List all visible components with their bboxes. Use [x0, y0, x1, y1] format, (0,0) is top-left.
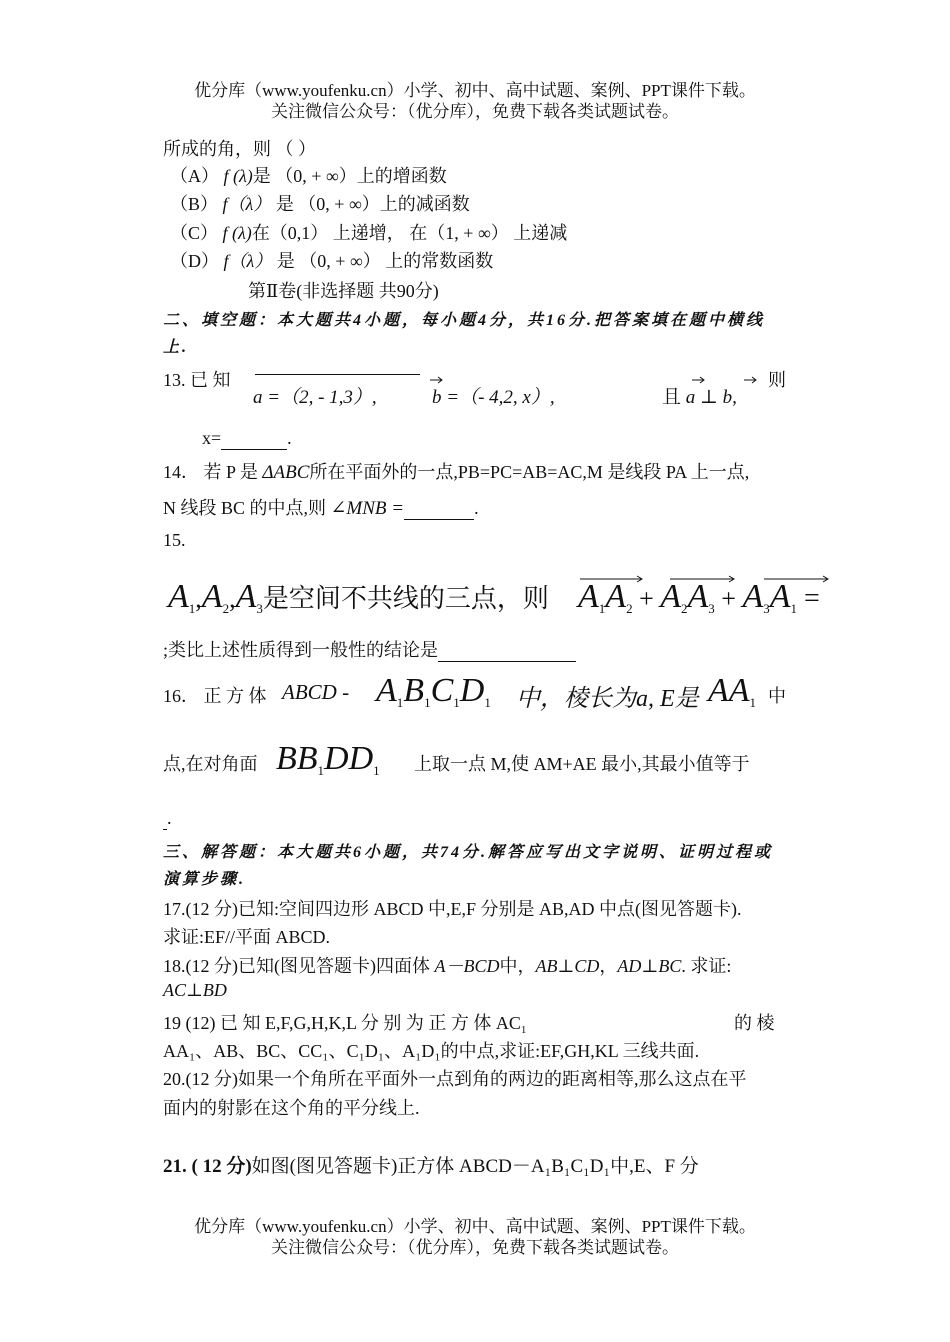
q13-cond-a: a — [685, 387, 696, 408]
q15-conclusion: ;类比上述性质得到一般性的结论是 — [163, 640, 438, 660]
q14-line1 — [163, 458, 749, 484]
q19-line2: AA₁、AB、BC、CC₁、C₁D₁、A₁D₁的中点,求证:EF,GH,KL 三线共面. — [163, 1041, 700, 1061]
q16-aa1: $AA_1$ — [708, 672, 757, 710]
q15-number: 15. — [163, 530, 186, 550]
q16-end: . — [167, 808, 172, 828]
q14-answer-blank — [404, 498, 474, 520]
q19-line1-tail: 的 棱 — [734, 1013, 775, 1033]
q18-separator: ， — [599, 956, 618, 976]
q18-prefix: 18.(12 分)已知(图见答题卡)四面体 — [163, 956, 430, 976]
option-label: （A） — [170, 166, 219, 186]
header-line-2: 关注微信公众号：（优分库），免费下载各类试题试卷。 — [271, 102, 679, 121]
q14-prefix: 14． 若 P 是 — [163, 462, 258, 482]
footer-line-1: 优分库（www.youfenku.cn）小学、初中、高中试题、案例、PPT课件下载。 — [194, 1217, 756, 1236]
q13-number: 13. 已 知 — [163, 370, 231, 390]
q13-condition — [662, 382, 737, 409]
q12-option-b — [170, 190, 470, 216]
q13-perp: ⊥ — [700, 387, 718, 408]
q16-answer — [163, 808, 172, 830]
q14-line2 — [163, 494, 479, 520]
option-function: f（λ） — [222, 194, 272, 214]
q16-mid: 中，棱长为a, E是 — [516, 686, 699, 712]
q15-line2 — [163, 636, 576, 662]
section3-heading-line1: 三、解答题：本大题共6小题，共74分.解答应写出文字说明、证明过程或 — [163, 844, 774, 861]
q18-tetrahedron: A－BCD — [434, 956, 500, 976]
q16-abcd: ABCD - — [282, 680, 350, 704]
q18-line2: AC⊥BD — [163, 980, 227, 1000]
q18-line1 — [163, 952, 731, 978]
q15-vector-sum: $A_1A_2 + A_2A_3 + A_3A_1$ = — [578, 578, 820, 616]
q14-prefix-2: N 线段 BC 的中点,则 — [163, 498, 327, 518]
q13-overline — [255, 374, 420, 375]
q20-line2: 面内的射影在这个角的平分线上. — [163, 1098, 420, 1118]
q15-formula: A1,A2,A3是空间不共线的三点，则 — [168, 578, 549, 616]
q16-line2-post: 上取一点 M,使 AM+AE 最小,其最小值等于 — [414, 754, 750, 774]
option-text: 是 （0, + ∞）上的增函数 — [252, 166, 447, 186]
q21-line1 — [163, 1151, 699, 1178]
q16-number: 16． 正 方 体 — [163, 686, 267, 706]
q14-text: 所在平面外的一点,PB=PC=AB=AC,M 是线段 PA 上一点, — [309, 462, 750, 482]
option-function: f (λ) — [223, 166, 253, 186]
header-line-1: 优分库（www.youfenku.cn）小学、初中、高中试题、案例、PPT课件下载。 — [194, 81, 756, 100]
arrow-right-icon — [692, 376, 706, 384]
q16-bb1dd1: $BB_1DD_1$ — [276, 740, 380, 778]
q17-line2: 求证:EF//平面 ABCD. — [163, 927, 331, 947]
option-text: 在（0,1） 上递增， 在（1, + ∞） 上递减 — [251, 223, 568, 243]
option-label: （B） — [170, 194, 219, 214]
q13-answer: x= . — [202, 428, 292, 448]
option-function: f (λ) — [222, 223, 252, 243]
q18-post: . 求证: — [681, 956, 732, 976]
q19-line1: 19 (12) 已 知 E,F,G,H,K,L 分 别 为 正 方 体 $AC_1$ — [163, 1013, 527, 1036]
option-function: f（λ） — [223, 251, 273, 271]
q15-answer-blank — [438, 640, 576, 662]
option-text: 是 （0, + ∞） 上的常数函数 — [276, 251, 494, 271]
q13-vector-b: b =（- 4,2, x）, — [432, 387, 555, 408]
q15-text: 是空间不共线的三点，则 — [262, 584, 549, 613]
q21-number: 21. ( 12 分) — [163, 1156, 252, 1177]
q21-text: 如图(图见答题卡)正方体 ABCD－A₁B₁C₁D₁中,E、F 分 — [251, 1156, 699, 1177]
q12-option-d — [170, 247, 493, 273]
q14-triangle: ΔABC — [262, 462, 310, 483]
q14-end: . — [474, 498, 479, 518]
part2-title: 第Ⅱ卷(非选择题 共90分) — [248, 281, 439, 301]
section2-heading-line2: 上. — [163, 339, 190, 356]
point-a2: A — [201, 578, 223, 615]
q13-then: 则 — [768, 370, 786, 390]
q12-tail: 所成的角，则 （ ） — [163, 139, 316, 159]
arrow-right-icon — [744, 376, 758, 384]
q13-vector-a: a =（2, - 1,3）, — [253, 387, 377, 408]
footer-line-2: 关注微信公众号：（优分库），免费下载各类试题试卷。 — [271, 1238, 679, 1257]
q15-equals: = — [804, 583, 820, 614]
q13-cond-b: b, — [722, 387, 737, 408]
q20-line1: 20.(12 分)如果一个角所在平面外一点到角的两边的距离相等,那么这点在平 — [163, 1069, 747, 1089]
q14-angle: ∠MNB = — [330, 498, 405, 519]
q16-tail: 中 — [768, 686, 786, 706]
point-a1: A — [168, 578, 189, 615]
q18-condition-1: AB⊥CD — [535, 956, 600, 976]
option-text: 是 （0, + ∞）上的减函数 — [275, 194, 470, 214]
option-label: （C） — [170, 223, 219, 243]
section3-heading-line2: 演算步骤. — [163, 871, 247, 888]
q18-condition-2: AD⊥BC — [617, 956, 682, 976]
q17-line1: 17.(12 分)已知:空间四边形 ABCD 中,E,F 分别是 AB,AD 中点(图见答题卡). — [163, 899, 742, 919]
q18-mid: 中， — [499, 956, 536, 976]
q13-answer-label: x= — [202, 428, 222, 448]
q19-text: 19 (12) 已 知 E,F,G,H,K,L 分 别 为 正 方 体 AC — [163, 1013, 521, 1033]
q13-and: 且 — [662, 387, 682, 408]
option-label: （D） — [170, 251, 219, 271]
q12-option-c — [170, 219, 567, 245]
point-a3: A — [235, 578, 257, 615]
q13-answer-blank — [221, 428, 287, 450]
section2-heading-line1: 二、填空题：本大题共4小题，每小题4分，共16分.把答案填在题中横线 — [163, 312, 766, 329]
q16-a1b1c1d1: $A_1B_1C_1D_1$ — [376, 672, 491, 710]
q12-option-a — [170, 162, 447, 188]
q16-line2-pre: 点,在对角面 — [163, 754, 258, 774]
vector-arrows — [578, 574, 838, 584]
